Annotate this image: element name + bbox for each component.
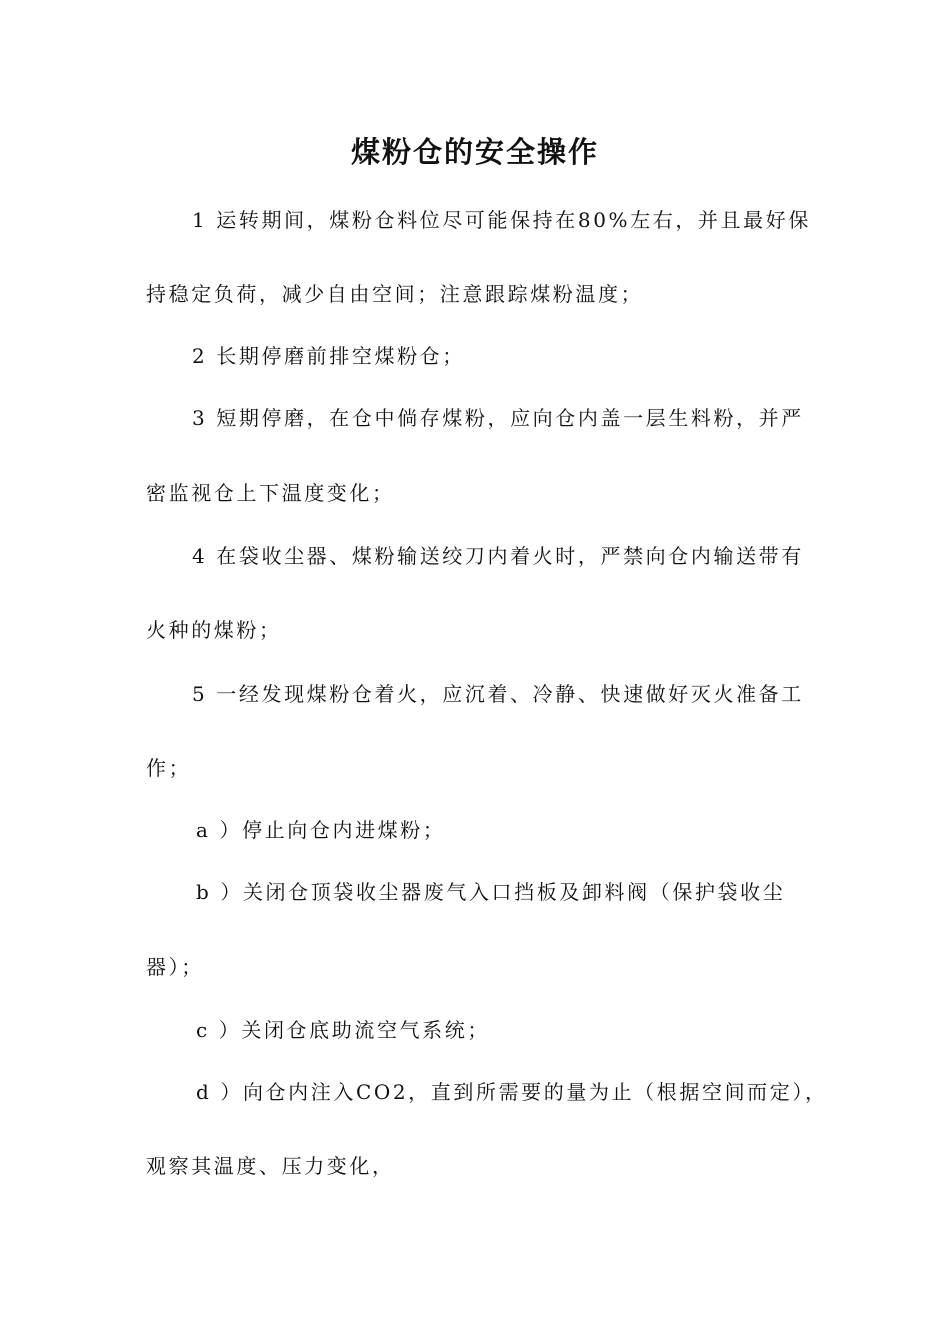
item-c-line-1: c ）关闭仓底助流空气系统；: [196, 1018, 490, 1042]
paragraph-4-line-2: 火种的煤粉；: [146, 618, 282, 642]
item-a-line-1: a ）停止向仓内进煤粉；: [196, 818, 446, 842]
item-b-line-2: 器）；: [146, 955, 204, 979]
paragraph-1-line-2: 持稳定负荷，减少自由空间；注意跟踪煤粉温度；: [146, 282, 644, 306]
paragraph-3-line-2: 密监视仓上下温度变化；: [146, 481, 395, 505]
paragraph-2-line-1: 2 长期停磨前排空煤粉仓；: [192, 344, 465, 368]
document-title: 煤粉仓的安全操作: [350, 135, 599, 169]
item-d-line-2: 观察其温度、压力变化，: [146, 1154, 395, 1178]
paragraph-5-line-2: 作；: [146, 756, 192, 780]
paragraph-4-line-1: 4 在袋收尘器、煤粉输送绞刀内着火时，严禁向仓内输送带有: [192, 544, 804, 568]
item-d-line-1: d ）向仓内注入CO2，直到所需要的量为止（根据空间而定），: [196, 1080, 828, 1104]
paragraph-1-line-1: 1 运转期间，煤粉仓料位尽可能保持在80%左右，并且最好保: [192, 208, 811, 232]
item-b-line-1: b ）关闭仓顶袋收尘器废气入口挡板及卸料阀（保护袋收尘: [196, 880, 786, 904]
paragraph-5-line-1: 5 一经发现煤粉仓着火，应沉着、冷静、快速做好灭火准备工: [192, 682, 804, 706]
paragraph-3-line-1: 3 短期停磨，在仓中倘存煤粉，应向仓内盖一层生料粉，并严: [192, 406, 804, 430]
